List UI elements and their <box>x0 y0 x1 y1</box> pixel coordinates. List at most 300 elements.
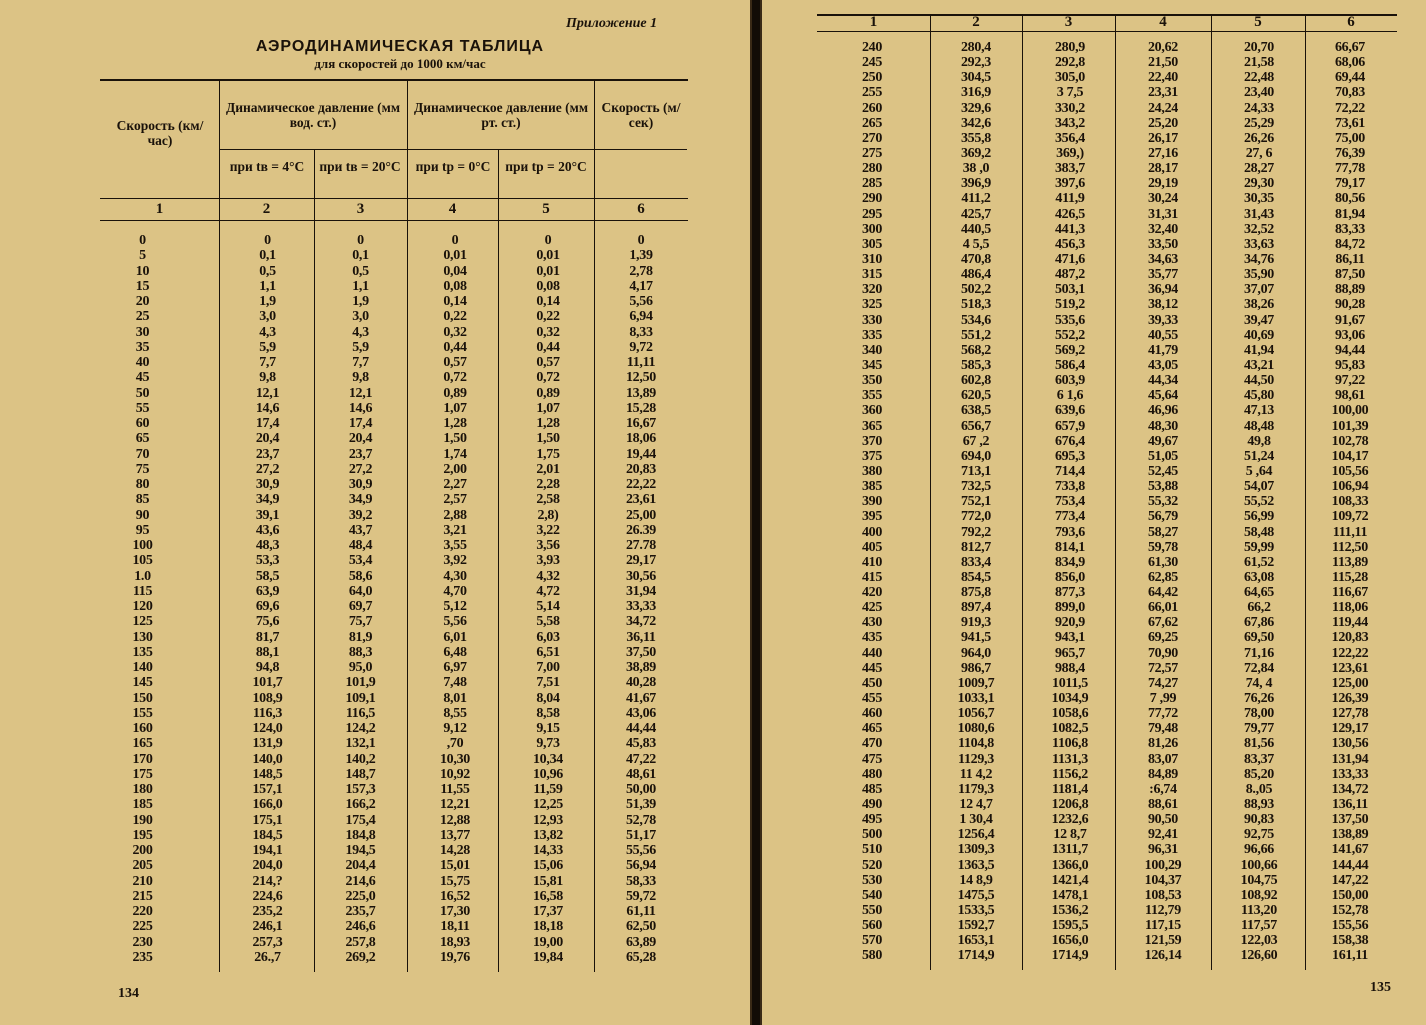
table-cell: 195 <box>132 827 153 843</box>
table-cell: 72,84 <box>1243 660 1274 676</box>
table-cell: 66,01 <box>1147 600 1178 616</box>
table-cell: 134,72 <box>1331 781 1369 797</box>
table-cell: 65,28 <box>625 949 656 965</box>
table-cell: 35 <box>135 339 150 355</box>
table-cell: 20,62 <box>1147 40 1178 55</box>
table-cell: 34,9 <box>348 492 373 508</box>
table-cell: 240 <box>861 40 883 55</box>
table-cell: 1533,5 <box>957 903 995 919</box>
table-cell: 280,9 <box>1054 40 1085 55</box>
table-cell: 1206,8 <box>1051 797 1089 813</box>
table-cell: 80,56 <box>1334 191 1365 207</box>
table-cell: 676,4 <box>1054 433 1085 449</box>
table-cell: 0,14 <box>443 294 467 309</box>
table-cell: 345 <box>861 357 883 373</box>
table-cell: 147,22 <box>1331 872 1369 888</box>
table-cell: 135 <box>132 644 153 660</box>
table-cell: 105 <box>132 553 153 569</box>
table-cell: 46,96 <box>1147 403 1178 419</box>
table-cell: 877,3 <box>1054 585 1085 601</box>
table-cell: 50,00 <box>625 782 656 797</box>
table-cell: 0 <box>451 233 459 248</box>
col-number: 3 <box>1064 14 1073 30</box>
table-cell: 25,29 <box>1243 115 1274 131</box>
table-cell: 32,40 <box>1147 221 1178 237</box>
table-cell: 27, 6 <box>1245 145 1273 161</box>
table-cell: 445 <box>861 660 883 676</box>
table-cell: 74, 4 <box>1245 675 1273 691</box>
table-cell: 375 <box>861 448 883 464</box>
table-cell: 81,9 <box>348 629 373 645</box>
table-cell: 18,93 <box>439 934 470 950</box>
table-cell: 2,78 <box>629 263 653 279</box>
table-cell: 9,72 <box>629 339 653 355</box>
table-cell: 104,37 <box>1144 872 1182 888</box>
table-cell: 194,5 <box>345 843 376 858</box>
table-cell: 53,4 <box>348 553 373 569</box>
table-cell: 1156,2 <box>1052 766 1088 782</box>
table-cell: 772,0 <box>960 509 991 525</box>
table-cell: 77,78 <box>1334 161 1365 177</box>
table-cell: 257,8 <box>345 934 376 950</box>
table-cell: 733,8 <box>1054 479 1085 495</box>
table-cell: 1.0 <box>134 568 151 584</box>
column-speed-ms <box>1319 40 1381 964</box>
table-cell: 1256,4 <box>957 827 995 843</box>
table-cell: 137,50 <box>1331 812 1369 828</box>
table-cell: 41,67 <box>625 690 656 706</box>
table-cell: 1106,8 <box>1052 736 1088 752</box>
table-cell: 0,57 <box>443 355 467 370</box>
table-cell: 40,28 <box>625 675 656 691</box>
table-cell: 215 <box>132 888 153 904</box>
table-cell: 0,22 <box>443 309 467 325</box>
table-cell: 1475,5 <box>957 887 995 903</box>
table-cell: 568,2 <box>960 342 991 358</box>
table-cell: 17,4 <box>348 416 373 431</box>
table-cell: 300 <box>861 221 883 237</box>
table-cell: 510 <box>861 842 883 858</box>
table-cell: 92,41 <box>1147 827 1178 843</box>
table-cell: 225,0 <box>345 888 376 904</box>
table-cell: 856,0 <box>1054 569 1085 585</box>
table-cell: 61,52 <box>1243 554 1274 570</box>
table-cell: 117,15 <box>1145 918 1181 934</box>
table-cell: 3,0 <box>259 309 276 325</box>
table-cell: 17,37 <box>532 904 563 919</box>
col-number: 5 <box>542 201 550 217</box>
table-cell: 400 <box>861 524 883 540</box>
table-cell: 530 <box>861 872 883 888</box>
table-cell: 69,50 <box>1243 630 1274 646</box>
table-cell: 33,50 <box>1147 236 1178 252</box>
table-cell: 83,07 <box>1147 751 1178 767</box>
table-cell: 295 <box>861 206 883 222</box>
table-cell: 3,0 <box>352 309 369 325</box>
table-cell: 88,89 <box>1334 282 1365 298</box>
table-cell: 204,4 <box>345 858 376 874</box>
table-cell: 235,2 <box>252 904 283 919</box>
table-cell: 551,2 <box>960 327 991 343</box>
table-cell: 12,1 <box>255 385 280 401</box>
table-cell: 94,44 <box>1334 342 1365 358</box>
table-cell: 1421,4 <box>1051 872 1089 888</box>
table-cell: 70,90 <box>1147 645 1178 661</box>
table-cell: 184,5 <box>252 827 283 843</box>
table-cell: 30,35 <box>1243 191 1274 207</box>
table-cell: 519,2 <box>1054 297 1085 313</box>
table-cell: 24,33 <box>1243 100 1274 116</box>
table-cell: 155 <box>132 705 153 721</box>
table-cell: 81,7 <box>255 629 280 645</box>
table-cell: 20,4 <box>348 431 373 447</box>
table-cell: 59,78 <box>1147 539 1178 555</box>
table-cell: 280 <box>861 161 883 177</box>
table-cell: 7,00 <box>536 660 560 675</box>
table-cell: 753,4 <box>1054 494 1085 510</box>
table-cell: 54,07 <box>1243 479 1274 495</box>
table-cell: 5 <box>139 248 146 264</box>
table-cell: 3,92 <box>443 553 467 569</box>
table-cell: 0,72 <box>443 370 467 386</box>
table-cell: 6,48 <box>443 644 467 660</box>
table-cell: 2,01 <box>536 461 560 477</box>
column-dyn-hg-20c <box>1228 40 1290 964</box>
table-cell: 0,72 <box>536 370 560 386</box>
table-cell: 37,50 <box>625 644 656 660</box>
table-cell: 486,4 <box>960 267 991 283</box>
table-cell: 1653,1 <box>957 933 995 949</box>
table-cell: 269,2 <box>345 949 376 965</box>
table-cell: 292,8 <box>1054 55 1085 71</box>
table-cell: 552,2 <box>1054 327 1085 343</box>
table-cell: 370 <box>861 433 883 449</box>
table-cell: 255 <box>861 85 883 101</box>
table-cell: 125,00 <box>1331 675 1369 691</box>
table-cell: 23,7 <box>348 446 373 462</box>
table-cell: 4,30 <box>443 568 467 584</box>
table-cell: 11,59 <box>533 782 563 797</box>
table-cell: 116,3 <box>252 705 283 721</box>
table-cell: 14,33 <box>532 843 563 858</box>
table-cell: 18,18 <box>532 919 563 935</box>
table-cell: 90,83 <box>1243 812 1274 828</box>
table-cell: 0,32 <box>536 324 560 340</box>
table-cell: 112,50 <box>1332 539 1368 555</box>
table-cell: 125 <box>132 614 153 630</box>
table-cell: 941,5 <box>960 630 991 646</box>
table-cell: 50 <box>135 385 150 401</box>
table-cell: 75,00 <box>1334 130 1365 146</box>
table-cell: 1 30,4 <box>959 812 993 828</box>
table-cell: 20,70 <box>1243 40 1274 55</box>
table-cell: 56,94 <box>625 858 656 874</box>
table-cell: 51,05 <box>1147 448 1178 464</box>
table-cell: 124,0 <box>252 721 283 736</box>
table-cell: 41,79 <box>1147 342 1178 358</box>
table-cell: 204,0 <box>252 858 283 874</box>
table-cell: 8.,05 <box>1245 781 1273 797</box>
table-cell: 14 8,9 <box>959 872 993 888</box>
table-cell: 63,9 <box>255 583 280 599</box>
table-cell: 108,92 <box>1240 887 1278 903</box>
table-cell: 560 <box>861 918 883 934</box>
table-cell: 13,77 <box>439 827 470 843</box>
table-cell: 112,79 <box>1145 903 1181 919</box>
table-cell: 503,1 <box>1054 282 1085 298</box>
table-cell: 4,32 <box>536 568 560 584</box>
table-cell: 30,9 <box>255 477 280 492</box>
table-cell: 316,9 <box>960 85 991 101</box>
table-cell: 49,67 <box>1147 433 1178 449</box>
table-cell: 80 <box>135 477 150 492</box>
table-cell: 8,55 <box>443 705 467 721</box>
table-cell: 20 <box>135 294 150 309</box>
table-cell: 30,9 <box>348 477 373 492</box>
table-cell: 1595,5 <box>1051 918 1089 934</box>
table-cell: 106,94 <box>1331 479 1369 495</box>
table-cell: 49,8 <box>1247 433 1271 449</box>
table-cell: 899,0 <box>1054 600 1085 616</box>
table-cell: 58,27 <box>1147 524 1178 540</box>
table-cell: 17,4 <box>255 416 280 431</box>
table-cell: 166,2 <box>345 797 376 813</box>
table-cell: 752,1 <box>960 494 991 510</box>
table-cell: 220 <box>132 904 153 919</box>
table-cell: 1311,7 <box>1052 842 1088 858</box>
table-cell: 1058,6 <box>1051 706 1089 722</box>
table-cell: 30,56 <box>625 568 656 584</box>
table-cell: 20,83 <box>625 461 656 477</box>
table-cell: 0,44 <box>536 339 560 355</box>
table-cell: 76,26 <box>1243 691 1274 707</box>
table-cell: 1033,1 <box>957 691 995 707</box>
header-sub3: при tв = 20°С <box>319 159 401 174</box>
table-cell: 121,59 <box>1144 933 1182 949</box>
table-cell: 1366,0 <box>1051 857 1089 873</box>
table-cell: 14,6 <box>255 400 280 416</box>
table-cell: 29,19 <box>1147 176 1178 192</box>
table-cell: 148,5 <box>252 766 283 782</box>
table-cell: 329,6 <box>960 100 991 116</box>
table-cell: 51,17 <box>625 827 656 843</box>
table-cell: 86,11 <box>1335 251 1365 267</box>
table-cell: 10,34 <box>532 751 563 767</box>
table-cell: 25,00 <box>625 507 656 523</box>
table-cell: 33,33 <box>625 599 656 614</box>
table-cell: 4,70 <box>443 583 467 599</box>
table-cell: 11,55 <box>440 782 470 797</box>
table-cell: 2,28 <box>536 477 560 492</box>
table-cell: 96,31 <box>1147 842 1178 858</box>
table-cell: 43,6 <box>255 522 280 538</box>
table-cell: 136,11 <box>1332 797 1368 813</box>
table-cell: 45,80 <box>1243 388 1274 404</box>
table-cell: 7,7 <box>352 355 369 370</box>
table-cell: 1536,2 <box>1051 903 1089 919</box>
table-cell: 440 <box>861 645 883 661</box>
table-cell: 12,1 <box>348 385 373 401</box>
table-cell: 30 <box>135 324 150 340</box>
book-gutter <box>752 0 760 1025</box>
table-cell: 77,72 <box>1147 706 1178 722</box>
column-dyn-water-20c <box>1038 40 1102 964</box>
table-cell: 126,60 <box>1240 948 1278 964</box>
table-cell: 6,03 <box>536 629 560 645</box>
table-cell: 34,9 <box>255 492 280 508</box>
table-cell: 44,50 <box>1243 373 1274 389</box>
table-cell: 0,22 <box>536 309 560 325</box>
table-cell: 246,6 <box>345 919 376 935</box>
table-cell: 320 <box>861 282 883 298</box>
table-cell: 37,07 <box>1243 282 1274 298</box>
table-cell: 305 <box>861 236 883 252</box>
table-cell: 116,5 <box>345 705 376 721</box>
table-cell: 426,5 <box>1054 206 1085 222</box>
table-cell: 84,72 <box>1334 236 1365 252</box>
table-cell: 150,00 <box>1331 887 1369 903</box>
col-number: 2 <box>262 201 271 217</box>
table-cell: 185 <box>132 797 153 813</box>
table-cell: 4,3 <box>259 324 276 340</box>
table-cell: 714,4 <box>1054 463 1085 479</box>
table-cell: 520 <box>861 857 883 873</box>
table-cell: 369,2 <box>960 145 991 161</box>
table-cell: 305,0 <box>1054 70 1085 86</box>
column-dyn-water-4c <box>235 233 300 965</box>
table-cell: 67,62 <box>1147 615 1178 631</box>
table-cell: 126,39 <box>1331 691 1369 707</box>
table-cell: 70 <box>135 446 150 462</box>
table-cell: 19,84 <box>532 949 563 965</box>
table-cell: 73,61 <box>1334 115 1365 131</box>
table-cell: 194,1 <box>252 843 283 858</box>
table-cell: 58,5 <box>255 568 280 584</box>
table-cell: 425 <box>861 600 883 616</box>
table-cell: 51,24 <box>1243 448 1274 464</box>
table-cell: 1232,6 <box>1051 812 1089 828</box>
table-cell: 0 <box>139 233 146 248</box>
table-cell: 411,2 <box>961 191 991 207</box>
table-cell: 834,9 <box>1054 554 1085 570</box>
table-cell: 12 8,7 <box>1053 827 1087 843</box>
table-cell: 7 ,99 <box>1149 691 1177 707</box>
table-cell: 47,13 <box>1243 403 1274 419</box>
table-cell: 104,75 <box>1240 872 1278 888</box>
table-cell: 540 <box>861 887 883 903</box>
table-cell: 13,89 <box>625 385 656 401</box>
table-cell: 5,14 <box>536 599 560 614</box>
table-cell: 161,11 <box>1332 948 1368 964</box>
table-cell: 53,88 <box>1147 479 1178 495</box>
table-cell: 7,7 <box>259 355 276 370</box>
table-cell: 15,28 <box>625 400 656 416</box>
table-cell: 0,5 <box>259 263 276 279</box>
table-cell: 0,01 <box>536 263 560 279</box>
table-cell: 4,3 <box>352 324 369 340</box>
table-cell: 133,33 <box>1331 766 1369 782</box>
table-cell: 340 <box>861 342 883 358</box>
table-cell: 111,11 <box>1332 524 1368 540</box>
table-cell: 59,99 <box>1243 539 1274 555</box>
table-cell: 120,83 <box>1331 630 1369 646</box>
table-cell: 224,6 <box>252 888 283 904</box>
table-cell: 440,5 <box>960 221 991 237</box>
table-cell: 145 <box>132 675 153 691</box>
table-cell: 2,27 <box>443 477 467 492</box>
table-cell: 104,17 <box>1331 448 1369 464</box>
table-cell: 155,56 <box>1331 918 1369 934</box>
table-cell: 75 <box>135 461 150 477</box>
table-cell: 25,20 <box>1147 115 1178 131</box>
table-cell: 12,25 <box>532 797 563 813</box>
table-cell: 152,78 <box>1331 903 1369 919</box>
table-cell: 10,96 <box>532 766 563 782</box>
table-cell: 127,78 <box>1331 706 1369 722</box>
table-cell: 5,56 <box>443 614 467 630</box>
table-cell: 21,50 <box>1147 55 1178 71</box>
table-cell: 260 <box>861 100 883 116</box>
table-cell: 170 <box>132 751 153 767</box>
table-cell: 40,55 <box>1147 327 1178 343</box>
table-cell: 550 <box>861 903 883 919</box>
table-cell: 713,1 <box>960 463 991 479</box>
table-cell: 79,17 <box>1334 176 1365 192</box>
table-cell: 475 <box>861 751 883 767</box>
table-cell: 1129,3 <box>958 751 994 767</box>
table-cell: 350 <box>861 373 883 389</box>
table-cell: 71,16 <box>1243 645 1274 661</box>
table-cell: 534,6 <box>960 312 991 328</box>
table-cell: 1104,8 <box>958 736 994 752</box>
table-cell: 101,39 <box>1331 418 1369 434</box>
table-cell: 356,4 <box>1054 130 1085 146</box>
table-cell: 471,6 <box>1054 251 1085 267</box>
table-cell: 95,83 <box>1334 357 1365 373</box>
table-cell: 43,06 <box>625 705 656 721</box>
table-cell: 43,05 <box>1147 357 1178 373</box>
table-cell: 117,57 <box>1241 918 1277 934</box>
table-cell: 8,58 <box>536 705 560 721</box>
table-cell: 310 <box>861 251 883 267</box>
table-cell: 275 <box>861 145 883 161</box>
table-cell: 66,2 <box>1247 600 1271 616</box>
table-cell: 175,1 <box>252 812 283 828</box>
table-cell: 580 <box>861 948 883 964</box>
table-cell: 60 <box>135 416 150 431</box>
table-cell: 490 <box>861 797 883 813</box>
table-cell: 131,94 <box>1331 751 1369 767</box>
table-cell: 63,89 <box>625 934 656 950</box>
col-number: 1 <box>869 14 878 30</box>
table-cell: 100 <box>132 538 153 553</box>
table-cell: 131,9 <box>252 736 283 752</box>
table-cell: 250 <box>861 70 883 86</box>
table-cell: ,70 <box>446 736 464 752</box>
table-cell: 84,89 <box>1147 766 1178 782</box>
table-cell: 90 <box>135 507 150 523</box>
table-cell: 214,? <box>252 873 283 889</box>
table-cell: 100,29 <box>1144 857 1182 873</box>
table-cell: 63,08 <box>1243 569 1274 585</box>
table-cell: 116,67 <box>1332 585 1368 601</box>
table-cell: 12,88 <box>439 812 470 828</box>
table-cell: 78,00 <box>1243 706 1274 722</box>
table-cell: 230 <box>132 934 153 950</box>
table-cell: 39,33 <box>1147 312 1178 328</box>
table-cell: 81,94 <box>1334 206 1365 222</box>
table-cell: 39,47 <box>1243 312 1274 328</box>
